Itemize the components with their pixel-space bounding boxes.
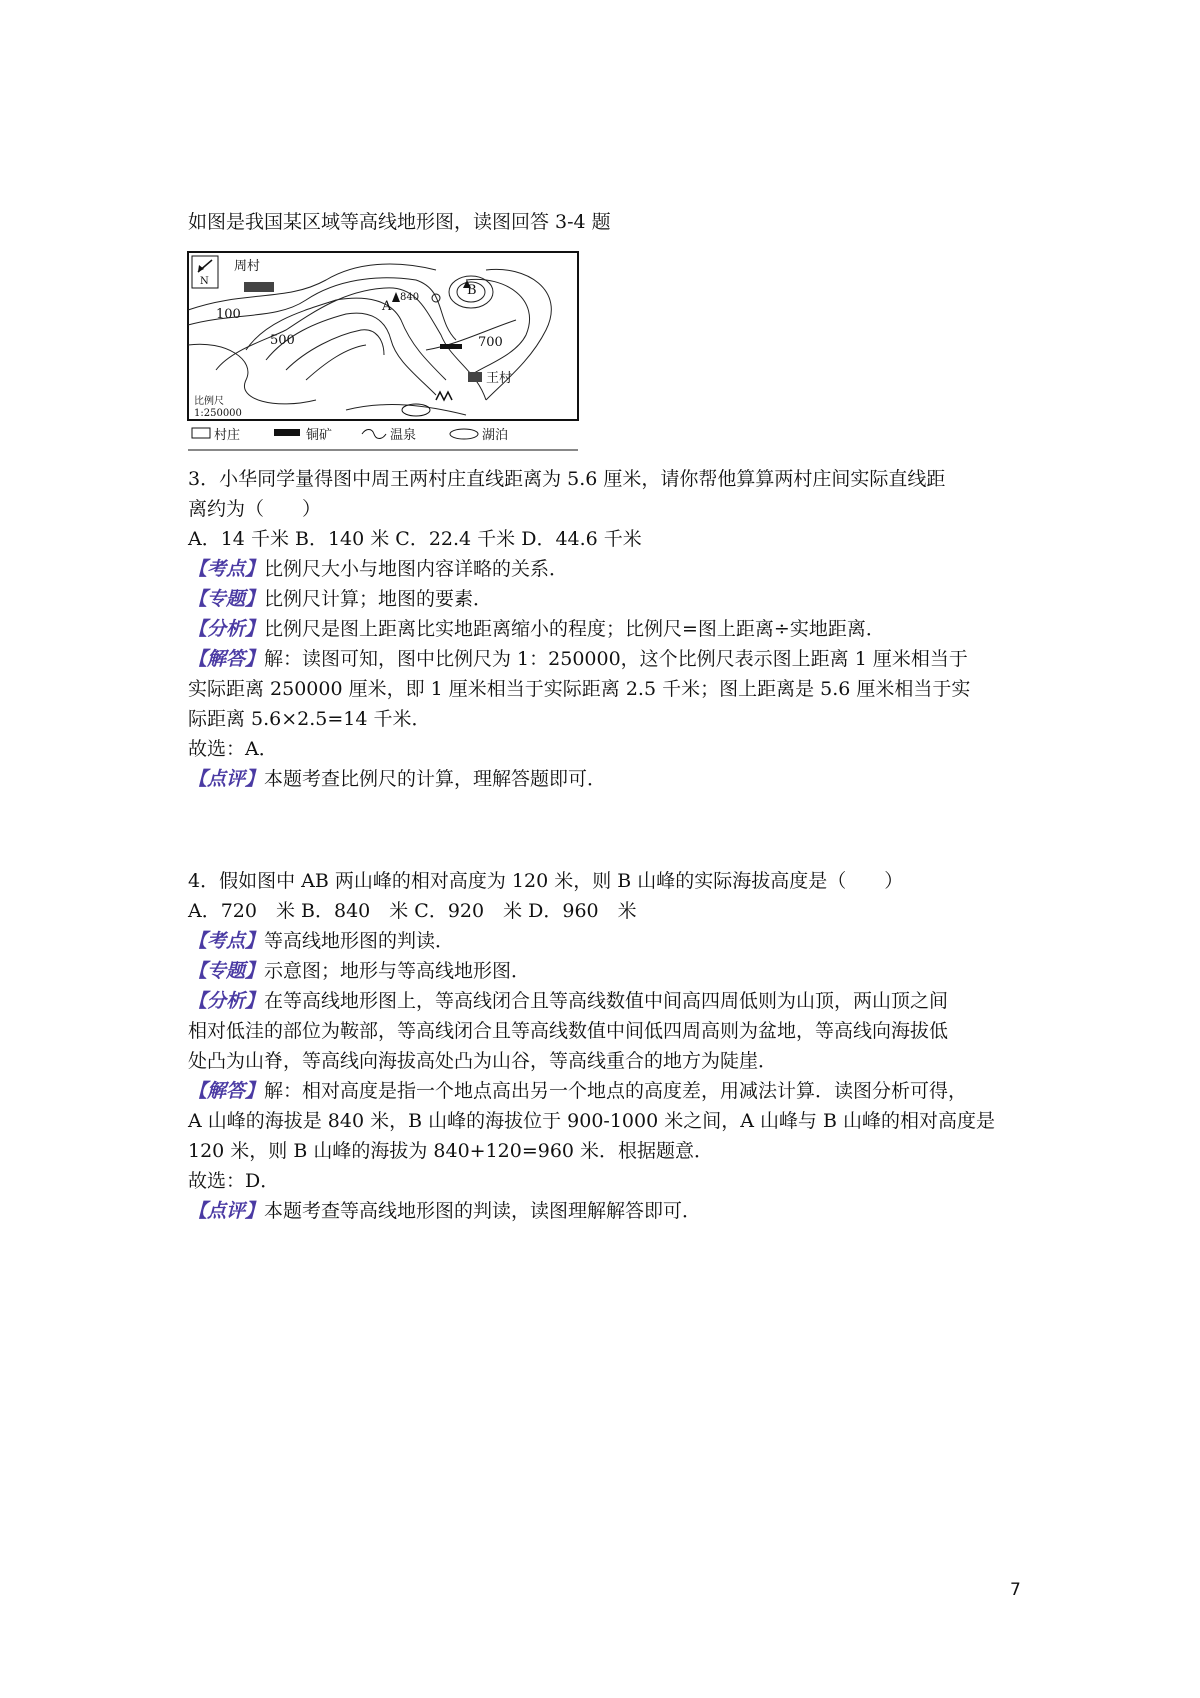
copper-mine-icon [274, 429, 300, 436]
q3-jieda-line1 [188, 644, 968, 674]
legend-lake: 湖泊 [482, 428, 509, 443]
q4-kaodian [188, 926, 454, 956]
q4-fenxi-line3: 处凸为山脊，等高线向海拔高处凸为山谷，等高线重合的地方为陡崖． [188, 1050, 778, 1072]
q4-dianping-text: 本题考查等高线地形图的判读，读图理解解答即可． [264, 1200, 702, 1222]
q4-zhuanti-text: 示意图；地形与等高线地形图． [264, 960, 531, 982]
legend-hot-spring: 温泉 [390, 428, 417, 443]
peak-b-label: B [467, 283, 477, 298]
page-number: 7 [1010, 1580, 1021, 1600]
q3-fenxi [188, 614, 885, 644]
map-legend [188, 427, 578, 450]
q3-jieda-tag: 【解答】 [188, 648, 265, 670]
scale-title: 比例尺 [194, 396, 224, 407]
q3-jieda-text1: 解：读图可知，图中比例尺为 1：250000，这个比例尺表示图上距离 1 厘米相当于 [264, 648, 968, 670]
village-icon [192, 428, 210, 438]
q4-jieda-text1: 解：相对高度是指一个地点高出另一个地点的高度差，用减法计算．读图分析可得， [264, 1080, 968, 1102]
legend-village: 村庄 [214, 428, 241, 443]
q3-kaodian [188, 554, 568, 584]
elevation-840-label: 840 [400, 292, 420, 303]
q3-kaodian-text: 比例尺大小与地图内容详略的关系． [264, 558, 569, 580]
q4-jieda-line3: 120 米，则 B 山峰的海拔为 840+120=960 米．根据题意． [188, 1140, 714, 1162]
q3-dianping [188, 764, 606, 794]
q3-kaodian-tag: 【考点】 [188, 558, 265, 580]
scale-value: 1:250000 [194, 408, 242, 419]
q4-answer: 故选：D． [188, 1170, 280, 1192]
q4-fenxi-line2: 相对低洼的部位为鞍部，等高线闭合且等高线数值中间低四周高则为盆地，等高线向海拔低 [188, 1020, 949, 1042]
q4-fenxi-text1: 在等高线地形图上，等高线闭合且等高线数值中间高四周低则为山顶，两山顶之间 [264, 990, 949, 1012]
q4-dianping-tag: 【点评】 [188, 1200, 265, 1222]
contour-label-500: 500 [270, 333, 295, 348]
q3-jieda-line2: 实际距离 250000 厘米，即 1 厘米相当于实际距离 2.5 千米；图上距离是 5.6 厘米相当于实 [188, 678, 971, 700]
contour-label-700: 700 [478, 335, 503, 350]
q3-jieda-line3: 际距离 5.6×2.5=14 千米． [188, 708, 431, 730]
q3-dianping-tag: 【点评】 [188, 768, 265, 790]
q4-jieda-tag: 【解答】 [188, 1080, 265, 1102]
q3-options: A．14 千米 B．140 米 C．22.4 千米 D．44.6 千米 [188, 528, 642, 550]
q4-stem: 4．假如图中 AB 两山峰的相对高度为 120 米，则 B 山峰的实际海拔高度是（ ） [188, 870, 904, 892]
q3-stem-line2: 离约为（ ） [188, 498, 322, 520]
zhou-village-label: 周村 [234, 259, 261, 274]
q3-zhuanti-text: 比例尺计算；地图的要素． [264, 588, 493, 610]
zhou-village-icon [244, 282, 274, 292]
q3-fenxi-tag: 【分析】 [188, 618, 265, 640]
q4-zhuanti-tag: 【专题】 [188, 960, 265, 982]
q4-jieda-line1 [188, 1076, 967, 1106]
q4-options: A．720 米 B．840 米 C．920 米 D．960 米 [188, 900, 637, 922]
q4-fenxi-line1 [188, 986, 948, 1016]
hot-spring-icon [362, 430, 386, 439]
q4-kaodian-tag: 【考点】 [188, 930, 265, 952]
wang-village-label: 王村 [486, 371, 513, 386]
intro-text: 如图是我国某区域等高线地形图，读图回答 3-4 题 [188, 211, 611, 233]
q4-dianping [188, 1196, 701, 1226]
q4-kaodian-text: 等高线地形图的判读． [264, 930, 455, 952]
q4-zhuanti [188, 956, 530, 986]
q3-dianping-text: 本题考查比例尺的计算，理解答题即可． [264, 768, 607, 790]
contour-map [186, 250, 580, 455]
q3-zhuanti [188, 584, 492, 614]
q3-zhuanti-tag: 【专题】 [188, 588, 265, 610]
q3-answer: 故选：A． [188, 738, 278, 760]
copper-mine-marker-icon [440, 344, 462, 349]
north-label: N [200, 276, 209, 287]
q3-fenxi-text: 比例尺是图上距离比实地距离缩小的程度；比例尺=图上距离÷实地距离． [264, 618, 885, 640]
legend-copper-mine: 铜矿 [306, 428, 333, 443]
q3-stem-line1: 3．小华同学量得图中周王两村庄直线距离为 5.6 厘米，请你帮他算算两村庄间实际直线距 [188, 468, 946, 490]
q4-jieda-line2: A 山峰的海拔是 840 米，B 山峰的海拔位于 900-1000 米之间，A 山峰与 B 山峰的相对高度是 [188, 1110, 996, 1132]
q4-fenxi-tag: 【分析】 [188, 990, 265, 1012]
peak-a-label: A [382, 299, 392, 314]
lake-icon [450, 429, 478, 439]
wang-village-icon [468, 372, 482, 382]
contour-label-100: 100 [216, 307, 241, 322]
